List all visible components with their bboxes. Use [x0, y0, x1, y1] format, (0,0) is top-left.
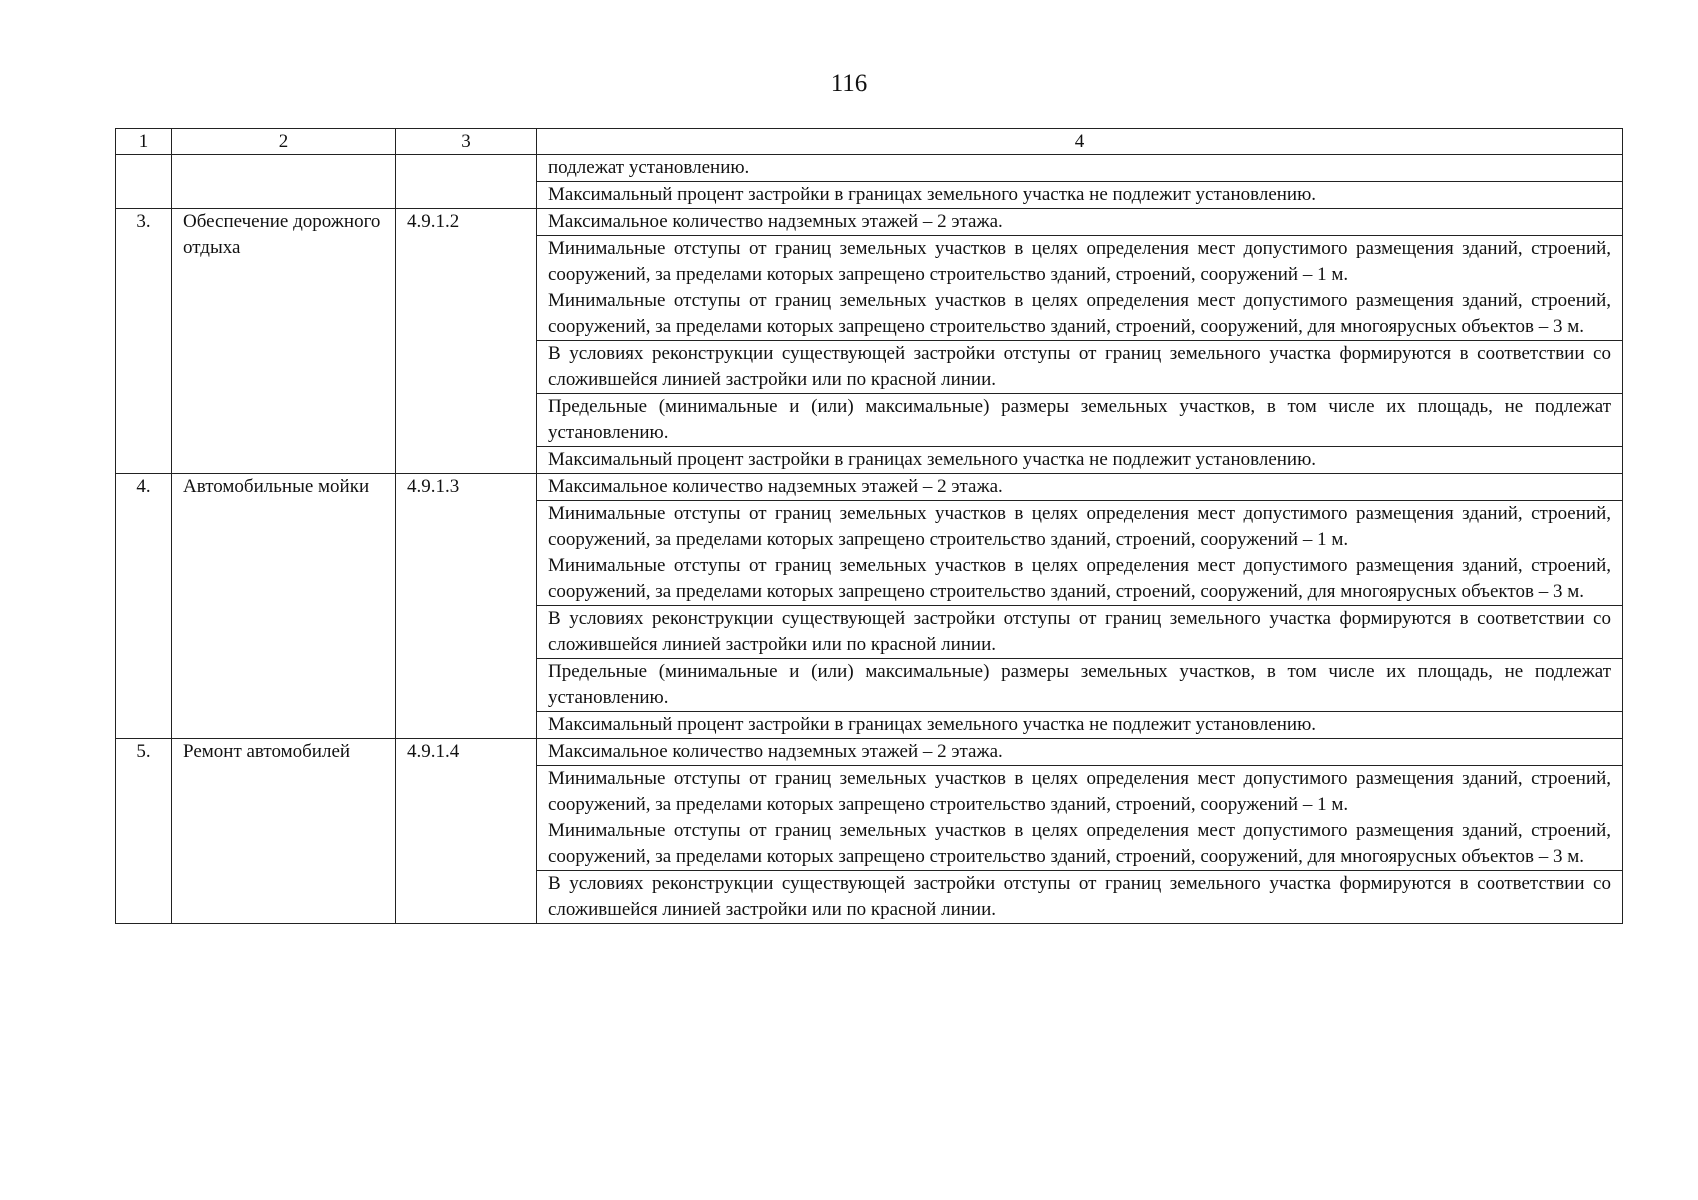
requirement-text: Максимальное количество надземных этажей – 2 этажа. [548, 741, 1003, 762]
requirement-text: Максимальное количество надземных этажей – 2 этажа. [548, 211, 1003, 232]
requirement-cell [537, 766, 1623, 871]
row-number-cell: 5. [116, 739, 172, 924]
requirement-text: В условиях реконструкции существующей застройки отступы от границ земельного участка формируются в соответствии со сложившейся линией застройки или по красной линии. [548, 873, 1611, 920]
requirement-cell [537, 236, 1623, 341]
regulations-table [115, 128, 1623, 924]
requirement-cell [537, 447, 1623, 474]
table-header-row [116, 129, 1623, 155]
empty-num-cell [116, 155, 172, 209]
requirement-text: Максимальный процент застройки в границах земельного участка не подлежит установлению. [548, 714, 1317, 735]
requirement-cell [537, 209, 1623, 236]
requirement-cell: подлежат установлению. [537, 155, 1623, 182]
requirement-cell [537, 341, 1623, 394]
page-number: 116 [830, 70, 868, 97]
usage-type-cell: Автомобильные мойки [172, 474, 396, 739]
usage-type-cell: Обеспечение дорожного отдыха [172, 209, 396, 474]
requirement-cell [537, 501, 1623, 606]
requirement-cell [537, 606, 1623, 659]
requirement-text: Предельные (минимальные и (или) максимальные) размеры земельных участков, в том числе их площадь, не подлежат установлению. [548, 396, 1611, 443]
requirement-cell [537, 394, 1623, 447]
requirement-text: Минимальные отступы от границ земельных участков в целях определения мест допустимого размещения зданий, строений, сооружений, за пределами которых запрещено строительство зданий, строений, сооружений, для многоярусных объектов – 3 м. [548, 290, 1611, 337]
requirement-cell [537, 659, 1623, 712]
requirement-text: Минимальные отступы от границ земельных участков в целях определения мест допустимого размещения зданий, строений, сооружений, за пределами которых запрещено строительство зданий, строений, сооружений – 1 м. [548, 503, 1611, 550]
usage-type-cell: Ремонт автомобилей [172, 739, 396, 924]
requirement-cell [537, 712, 1623, 739]
header-cell-4: 4 [537, 129, 1623, 155]
requirement-cell [537, 739, 1623, 766]
header-cell-3: 3 [396, 129, 537, 155]
usage-code-cell: 4.9.1.4 [396, 739, 537, 924]
requirement-text: Минимальные отступы от границ земельных участков в целях определения мест допустимого размещения зданий, строений, сооружений, за пределами которых запрещено строительство зданий, строений, сооружений, для многоярусных объектов – 3 м. [548, 555, 1611, 602]
row-number-cell: 3. [116, 209, 172, 474]
table-row [116, 209, 1623, 236]
requirement-cell [537, 474, 1623, 501]
header-cell-2: 2 [172, 129, 396, 155]
requirement-text: Минимальные отступы от границ земельных участков в целях определения мест допустимого размещения зданий, строений, сооружений, за пределами которых запрещено строительство зданий, строений, сооружений – 1 м. [548, 238, 1611, 285]
usage-code-cell: 4.9.1.2 [396, 209, 537, 474]
requirement-text: Максимальное количество надземных этажей – 2 этажа. [548, 476, 1003, 497]
requirement-text: Предельные (минимальные и (или) максимальные) размеры земельных участков, в том числе их площадь, не подлежат установлению. [548, 661, 1611, 708]
requirement-text: Максимальный процент застройки в границах земельного участка не подлежит установлению. [548, 449, 1317, 470]
requirement-text: В условиях реконструкции существующей застройки отступы от границ земельного участка формируются в соответствии со сложившейся линией застройки или по красной линии. [548, 608, 1611, 655]
empty-code-cell [396, 155, 537, 209]
requirement-text: Минимальные отступы от границ земельных участков в целях определения мест допустимого размещения зданий, строений, сооружений, за пределами которых запрещено строительство зданий, строений, сооружений, для многоярусных объектов – 3 м. [548, 820, 1611, 867]
empty-name-cell [172, 155, 396, 209]
table-row [116, 739, 1623, 766]
requirement-text: В условиях реконструкции существующей застройки отступы от границ земельного участка формируются в соответствии со сложившейся линией застройки или по красной линии. [548, 343, 1611, 390]
table-row [116, 155, 1623, 182]
requirement-cell [537, 871, 1623, 924]
requirement-text: Минимальные отступы от границ земельных участков в целях определения мест допустимого размещения зданий, строений, сооружений, за пределами которых запрещено строительство зданий, строений, сооружений – 1 м. [548, 768, 1611, 815]
row-number-cell: 4. [116, 474, 172, 739]
header-cell-1: 1 [116, 129, 172, 155]
table-row [116, 474, 1623, 501]
usage-code-cell: 4.9.1.3 [396, 474, 537, 739]
requirement-cell: Максимальный процент застройки в границах земельного участка не подлежит установлению. [537, 182, 1623, 209]
